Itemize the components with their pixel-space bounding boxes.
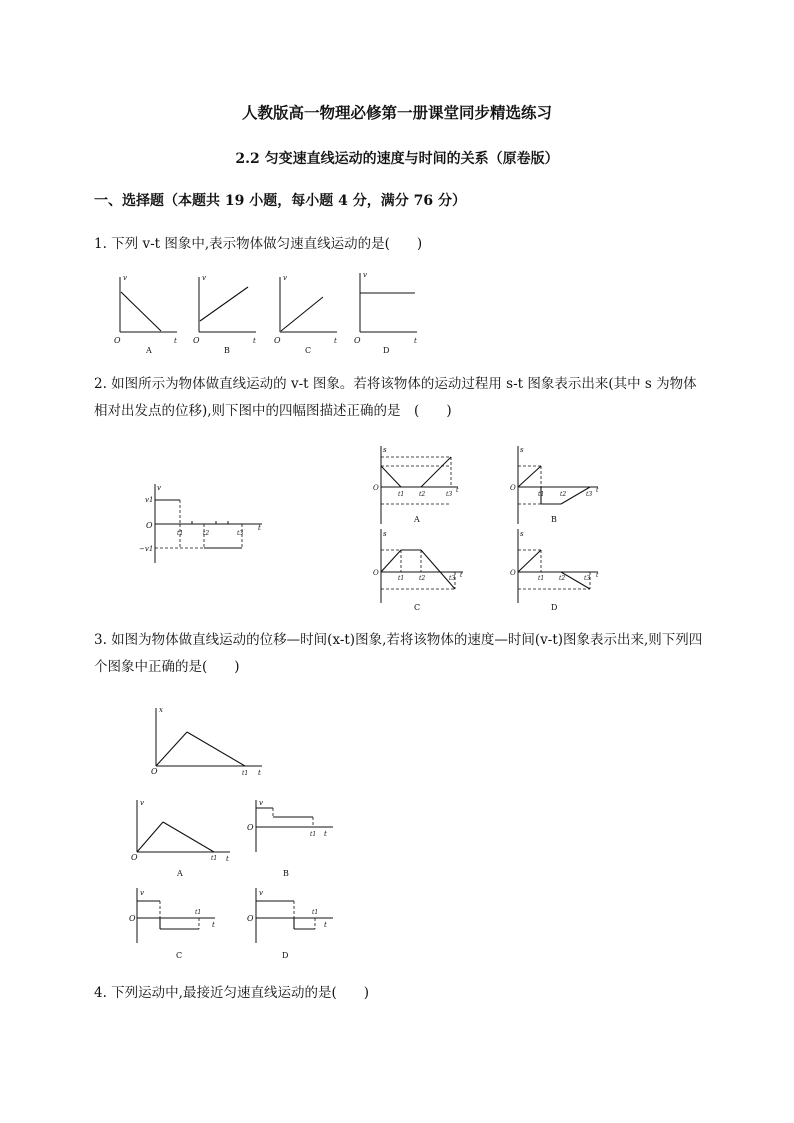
question-3: 3. 如图为物体做直线运动的位移—时间(x-t)图象,若将该物体的速度—时间(v-t)图象表示出来,则下列四个图象中正确的是( )	[94, 632, 703, 675]
q2-reference-vt-graph	[139, 484, 262, 563]
q2-graph-d	[510, 529, 599, 612]
origin-label: O	[114, 336, 121, 345]
option-label-a: A	[146, 346, 152, 355]
origin-label: O	[373, 484, 379, 492]
t1-label: t1	[398, 575, 405, 582]
origin-label: O	[129, 914, 136, 923]
q2-graph-c	[373, 529, 463, 612]
page-title: 人教版高一物理必修第一册课堂同步精选练习	[241, 103, 552, 122]
t1-label: t1	[312, 909, 319, 916]
t-axis-label: t	[596, 487, 599, 494]
t-axis-label: t	[258, 769, 261, 777]
t-axis-label: t	[456, 487, 459, 494]
option-label-c: C	[414, 603, 421, 612]
option-label-c: C	[305, 346, 312, 355]
t-axis-label: t	[460, 572, 463, 579]
s-axis-label: s	[520, 530, 524, 538]
v-axis-label: v	[283, 274, 287, 282]
q2-graph-a	[373, 446, 459, 524]
option-label-b: B	[283, 869, 289, 878]
t-axis-label: t	[414, 337, 417, 345]
q3-reference-xt-graph	[151, 706, 262, 777]
origin-label: O	[373, 569, 379, 577]
s-axis-label: s	[383, 530, 387, 538]
origin-label: O	[510, 569, 516, 577]
origin-label: O	[274, 336, 281, 345]
q1-graph-a	[114, 274, 177, 355]
option-label-b: B	[224, 346, 230, 355]
t3-label: t3	[586, 491, 593, 498]
q3-graph-d	[247, 888, 333, 960]
option-label-d: D	[551, 603, 558, 612]
v-axis-label: v	[202, 274, 206, 282]
t1-label: t1	[211, 855, 218, 862]
question-2: 2. 如图所示为物体做直线运动的 v-t 图象。若将该物体的运动过程用 s-t 图象表示出来(其中 s 为物体相对出发点的位移),则下图中的四幅图描述正确的是 ( )	[94, 376, 697, 419]
t-axis-label: t	[212, 921, 215, 929]
question-1: 1. 下列 v-t 图象中,表示物体做匀速直线运动的是( )	[94, 236, 423, 252]
t2-label: t2	[560, 491, 567, 498]
t-axis-label: t	[253, 337, 256, 345]
v-axis-label: v	[140, 889, 144, 897]
t-axis-label: t	[334, 337, 337, 345]
t-axis-label: t	[596, 572, 599, 579]
page-subtitle: 2.2 匀变速直线运动的速度与时间的关系（原卷版）	[235, 151, 559, 167]
v-axis-label: v	[157, 484, 161, 492]
t2-label: t2	[559, 575, 566, 582]
t-axis-label: t	[226, 855, 229, 863]
t3-label: t3	[584, 575, 591, 582]
option-label-a: A	[414, 515, 420, 524]
v1-label: v1	[145, 496, 154, 504]
option-label-d: D	[383, 346, 390, 355]
t2-label: t2	[419, 491, 426, 498]
origin-label: O	[193, 336, 200, 345]
v-axis-label: v	[123, 274, 127, 282]
origin-label: O	[146, 521, 153, 530]
t1-label: t1	[398, 491, 405, 498]
neg-v1-label: −v1	[139, 545, 154, 553]
origin-label: O	[131, 853, 138, 862]
option-label-c: C	[176, 951, 183, 960]
s-axis-label: s	[383, 446, 387, 454]
v-axis-label: v	[363, 271, 367, 279]
q3-graph-a	[131, 799, 230, 878]
q1-graph-b	[193, 274, 256, 355]
q3-graph-b	[247, 799, 333, 878]
v-axis-label: v	[259, 799, 263, 807]
section-heading: 一、选择题（本题共 19 小题，每小题 4 分，满分 76 分）	[94, 193, 466, 209]
origin-label: O	[247, 914, 254, 923]
t1-label: t1	[195, 909, 202, 916]
origin-label: O	[510, 484, 516, 492]
t3-label: t3	[237, 530, 244, 537]
option-label-a: A	[177, 869, 183, 878]
v-axis-label: v	[140, 799, 144, 807]
v-axis-label: v	[259, 889, 263, 897]
t3-label: t3	[446, 491, 453, 498]
q1-graph-d	[354, 271, 417, 355]
question-4: 4. 下列运动中,最接近匀速直线运动的是( )	[94, 985, 369, 1001]
origin-label: O	[151, 767, 158, 776]
q3-graph-c	[129, 888, 215, 960]
t1-label: t1	[310, 831, 317, 838]
origin-label: O	[247, 823, 254, 832]
s-axis-label: s	[520, 446, 524, 454]
t-axis-label: t	[324, 830, 327, 838]
option-label-d: D	[282, 951, 289, 960]
option-label-b: B	[551, 515, 557, 524]
q1-graph-c	[274, 274, 337, 355]
t1-label: t1	[538, 575, 545, 582]
x-axis-label: x	[159, 706, 163, 714]
origin-label: O	[354, 336, 361, 345]
t1-label: t1	[177, 530, 184, 537]
t2-label: t2	[419, 575, 426, 582]
t-axis-label: t	[324, 921, 327, 929]
t2-label: t2	[203, 530, 210, 537]
t1-label: t1	[242, 770, 249, 777]
t3-label: t3	[449, 575, 456, 582]
t-axis-label: t	[258, 524, 261, 532]
t1-label: t1	[538, 491, 545, 498]
q2-graph-b	[510, 446, 599, 524]
t-axis-label: t	[174, 337, 177, 345]
